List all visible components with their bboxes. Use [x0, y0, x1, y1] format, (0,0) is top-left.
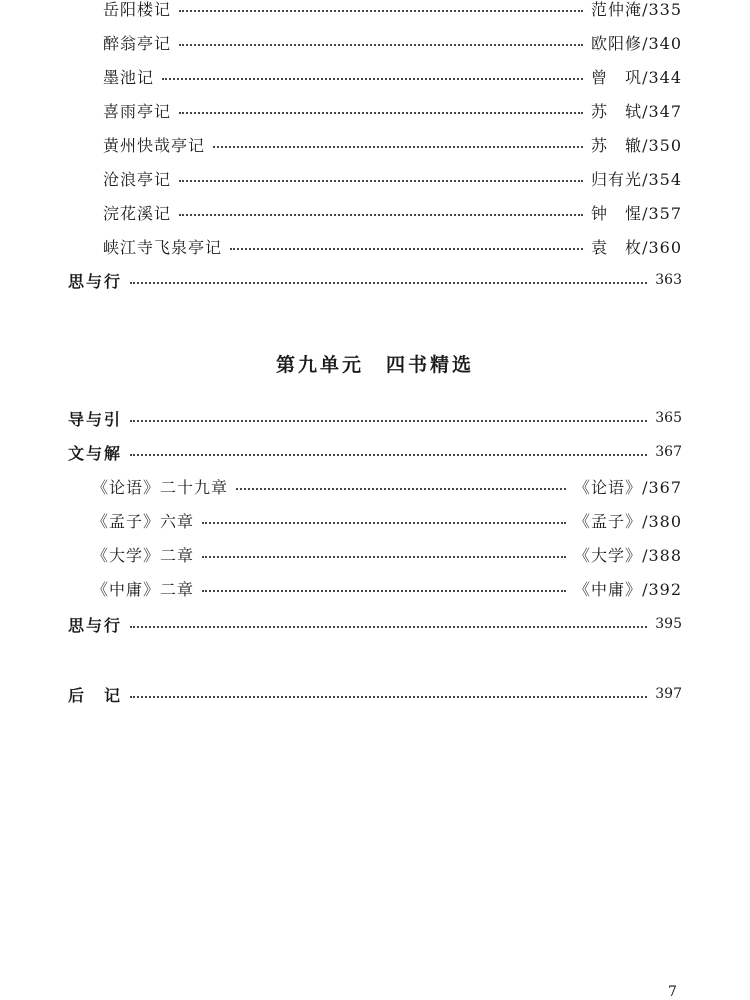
- texts-page: 367: [655, 444, 682, 460]
- leader-dots: [202, 590, 566, 592]
- leader-dots: [236, 488, 566, 490]
- toc-entry[interactable]: [103, 62, 682, 90]
- reflection-label: 思与行: [68, 271, 123, 291]
- leader-dots: [130, 282, 647, 284]
- leader-dots: [130, 420, 647, 422]
- leader-dots: [179, 180, 583, 182]
- entry-title: 沧浪亭记: [103, 169, 172, 189]
- leader-dots: [130, 454, 647, 456]
- entry-title: 岳阳楼记: [103, 0, 172, 19]
- entry-author: 苏 轼/347: [591, 101, 682, 121]
- entry-author: 苏 辙/350: [591, 135, 682, 155]
- toc-entry[interactable]: [103, 130, 682, 158]
- entry-title: 峡江寺飞泉亭记: [103, 237, 223, 257]
- page-number: 7: [668, 984, 677, 1000]
- entry-author: 袁 枚/360: [591, 237, 682, 257]
- toc-reflection[interactable]: [68, 610, 682, 638]
- toc-entry[interactable]: [92, 540, 682, 568]
- toc-entry[interactable]: [103, 28, 682, 56]
- afterword-page: 397: [655, 686, 682, 702]
- toc-entry[interactable]: [103, 164, 682, 192]
- toc-entry[interactable]: [103, 96, 682, 124]
- entry-source: 《中庸》/392: [574, 579, 682, 599]
- toc-reflection[interactable]: [68, 266, 682, 294]
- leader-dots: [230, 248, 583, 250]
- entry-author: 范仲淹/335: [591, 0, 682, 19]
- leader-dots: [130, 696, 647, 698]
- leader-dots: [130, 626, 647, 628]
- leader-dots: [179, 10, 583, 12]
- entry-author: 欧阳修/340: [591, 33, 682, 53]
- toc-texts[interactable]: [68, 438, 682, 466]
- entry-author: 曾 巩/344: [591, 67, 682, 87]
- entry-title: 《大学》二章: [92, 545, 195, 565]
- intro-page: 365: [655, 410, 682, 426]
- entry-title: 《孟子》六章: [92, 511, 195, 531]
- leader-dots: [202, 522, 566, 524]
- intro-label: 导与引: [68, 409, 123, 429]
- entry-title: 《中庸》二章: [92, 579, 195, 599]
- leader-dots: [179, 44, 583, 46]
- unit-number: 第九单元: [275, 354, 364, 376]
- reflection-label: 思与行: [68, 615, 123, 635]
- entry-title: 黄州快哉亭记: [103, 135, 206, 155]
- reflection-page: 395: [655, 616, 682, 632]
- unit-title: [0, 350, 750, 377]
- toc-entry[interactable]: [92, 506, 682, 534]
- entry-source: 《论语》/367: [574, 477, 682, 497]
- leader-dots: [179, 214, 583, 216]
- entry-author: 钟 惺/357: [591, 203, 682, 223]
- leader-dots: [213, 146, 583, 148]
- entry-title: 喜雨亭记: [103, 101, 172, 121]
- afterword-label: 后 记: [68, 685, 123, 705]
- leader-dots: [179, 112, 583, 114]
- unit-name: 四书精选: [386, 354, 475, 376]
- texts-label: 文与解: [68, 443, 123, 463]
- reflection-page: 363: [655, 272, 682, 288]
- leader-dots: [202, 556, 566, 558]
- toc-entry[interactable]: [103, 198, 682, 226]
- toc-entry[interactable]: [92, 472, 682, 500]
- entry-title: 醉翁亭记: [103, 33, 172, 53]
- entry-source: 《孟子》/380: [574, 511, 682, 531]
- toc-afterword[interactable]: [68, 680, 682, 708]
- toc-entry[interactable]: [103, 0, 682, 22]
- entry-title: 浣花溪记: [103, 203, 172, 223]
- toc-intro[interactable]: [68, 404, 682, 432]
- entry-source: 《大学》/388: [574, 545, 682, 565]
- entry-title: 墨池记: [103, 67, 155, 87]
- toc-entry[interactable]: [103, 232, 682, 260]
- leader-dots: [162, 78, 583, 80]
- entry-title: 《论语》二十九章: [92, 477, 229, 497]
- entry-author: 归有光/354: [591, 169, 682, 189]
- toc-entry[interactable]: [92, 574, 682, 602]
